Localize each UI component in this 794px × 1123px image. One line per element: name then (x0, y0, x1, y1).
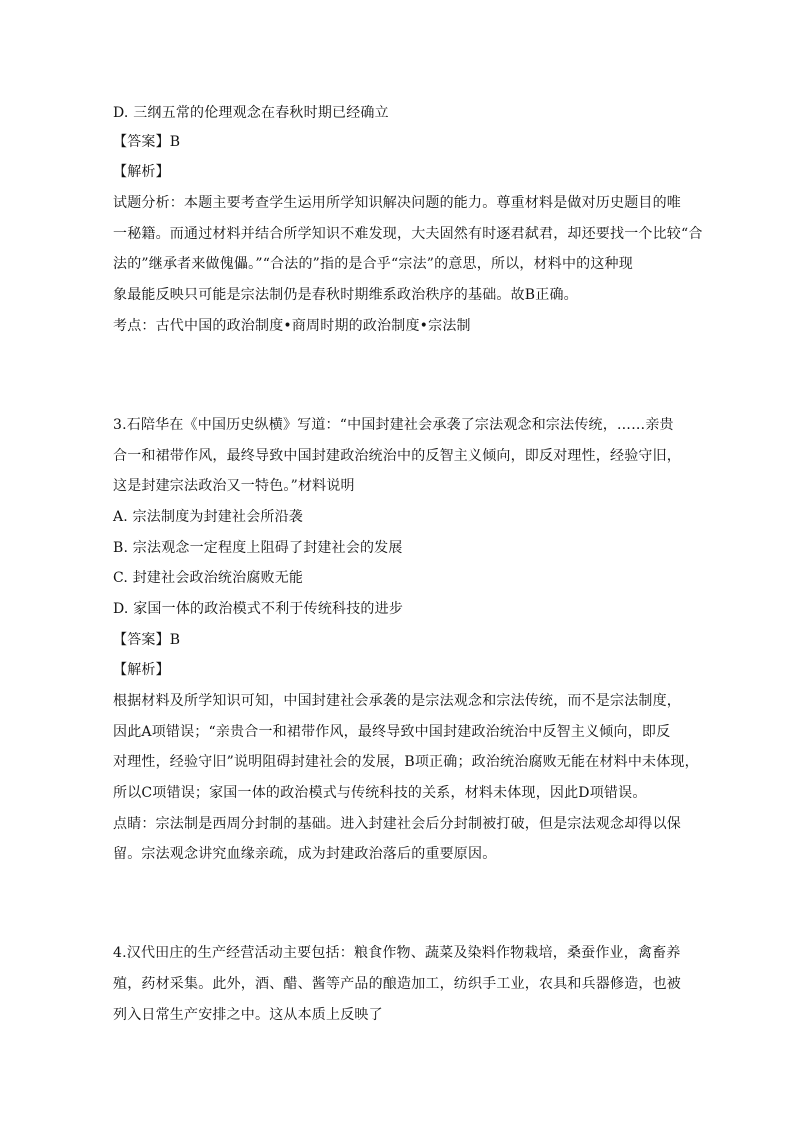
q2-analysis-line: 法的”继承者来做傀儡。”“合法的”指的是合乎“宗法”的意思，所以，材料中的这种现 (113, 256, 633, 272)
q2-analysis-line: 试题分析：本题主要考查学生运用所学知识解决问题的能力。尊重材料是做对历史题目的唯 (113, 195, 681, 211)
q2-option-d: D. 三纲五常的伦理观念在春秋时期已经确立 (113, 105, 389, 121)
q3-dianjing-line: 点睛：宗法制是西周分封制的基础。进入封建社会后分封制被打破，但是宗法观念却得以保 (113, 816, 681, 832)
q2-analysis-line: 一秘籍。而通过材料并结合所学知识不难发现，大夫固然有时逐君弑君，却还要找一个比较“合 (113, 226, 703, 242)
q3-analysis-line: 因此A项错误；“亲贵合一和裙带作风，最终导致中国封建政治统治中反智主义倾向，即反 (113, 724, 671, 740)
q3-analysis-line: 对理性，经验守旧”说明阻碍封建社会的发展，B项正确；政治统治腐败无能在材料中未体现， (113, 754, 699, 770)
q3-option-c: C. 封建社会政治统治腐败无能 (113, 570, 304, 586)
q3-analysis-heading: 【解析】 (113, 662, 170, 678)
q3-analysis-line: 所以C项错误；家国一体的政治模式与传统科技的关系，材料未体现，因此D项错误。 (113, 785, 647, 801)
q3-analysis-line: 根据材料及所学知识可知，中国封建社会承袭的是宗法观念和宗法传统，而不是宗法制度， (113, 693, 681, 709)
q2-analysis-line: 象最能反映只可能是宗法制仍是春秋时期维系政治秩序的基础。故B正确。 (113, 287, 578, 303)
q2-analysis-heading: 【解析】 (113, 164, 170, 180)
q3-option-a: A. 宗法制度为封建社会所沿袭 (113, 509, 304, 525)
q4-stem-line: 4.汉代田庄的生产经营活动主要包括：粮食作物、蔬菜及染料作物栽培，桑蚕作业，禽畜养 (113, 945, 681, 961)
q3-option-b: B. 宗法观念一定程度上阻碍了封建社会的发展 (113, 540, 403, 556)
q4-stem-line: 列入日常生产安排之中。这从本质上反映了 (113, 1007, 383, 1023)
q3-stem-line: 这是封建宗法政治又一特色。”材料说明 (113, 478, 355, 494)
q3-dianjing-line: 留。宗法观念讲究血缘亲疏，成为封建政治落后的重要原因。 (113, 846, 497, 862)
q3-answer: 【答案】B (113, 632, 181, 648)
q2-kaodian: 考点：古代中国的政治制度•商周时期的政治制度•宗法制 (113, 318, 471, 334)
q3-stem-line: 3.石陪华在《中国历史纵横》写道：“中国封建社会承袭了宗法观念和宗法传统，……亲贵 (113, 417, 674, 433)
q4-stem-line: 殖，药材采集。此外，酒、醋、酱等产品的酿造加工，纺织手工业，农具和兵器修造，也被 (113, 976, 681, 992)
q3-stem-line: 合一和裙带作风，最终导致中国封建政治统治中的反智主义倾向，即反对理性，经验守旧， (113, 448, 681, 464)
q3-option-d: D. 家国一体的政治模式不利于传统科技的进步 (113, 601, 404, 617)
q2-answer: 【答案】B (113, 134, 181, 150)
